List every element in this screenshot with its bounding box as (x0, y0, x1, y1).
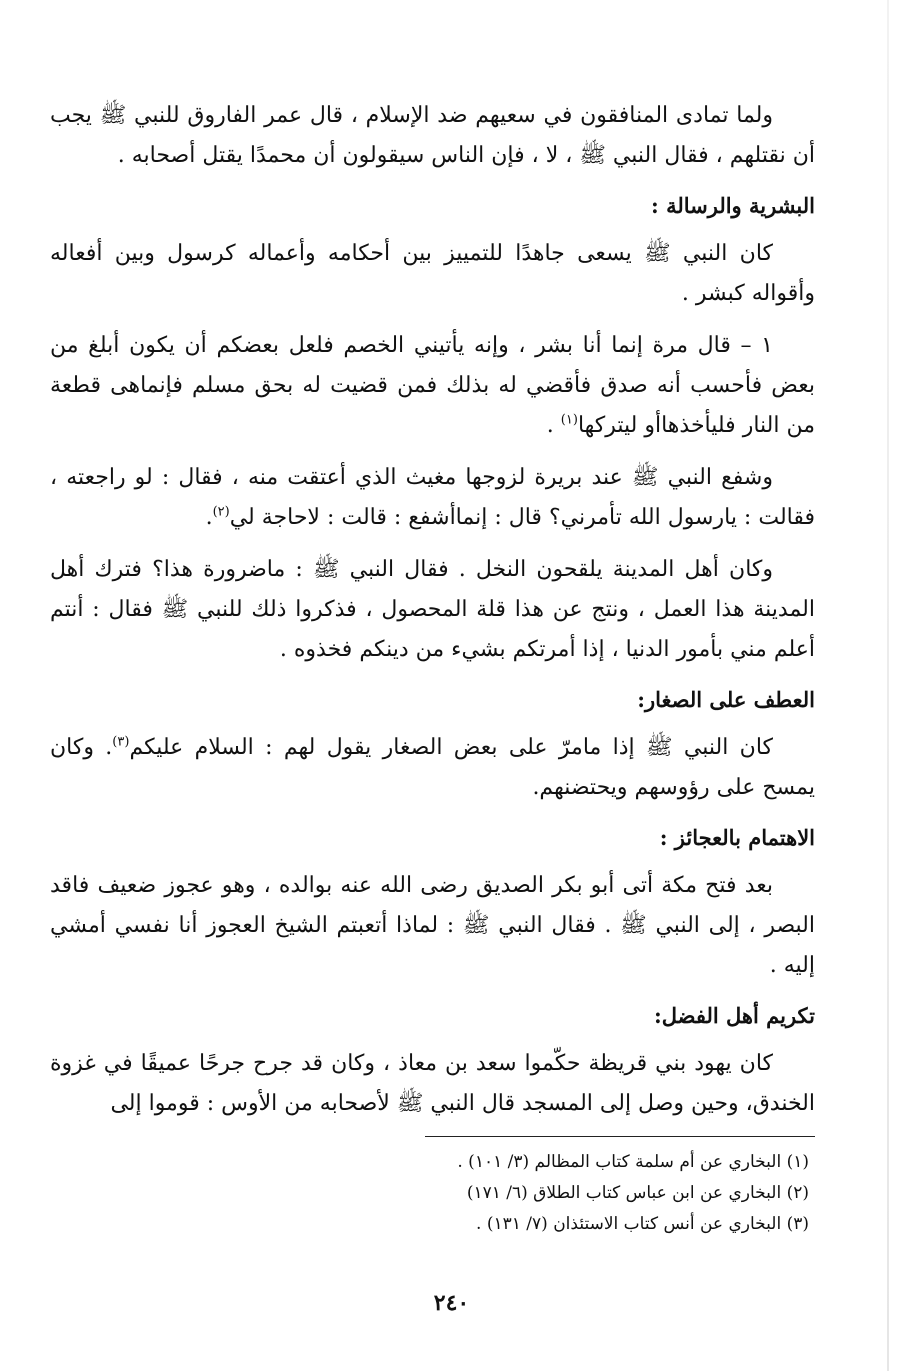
section-heading: تكريم أهل الفضل: (653, 1003, 815, 1028)
paragraph: كان يهود بني قريظة حكّموا سعد بن معاذ ، وكان قد جرح جرحًا عميقًا في غزوة الخندق، وحين وصل إلى المسجد قال النبي ﷺ لأصحابه من الأوس : قوموا إلى (50, 1051, 815, 1116)
footnote-divider (425, 1136, 815, 1137)
body-text (50, 96, 815, 1124)
paragraph: وشفع النبي ﷺ عند بريرة لزوجها مغيث الذي أعتقت منه ، فقال : لو راجعته ، فقالت : يارسول الله تأمرني؟ قال : إنماأشفع : قالت : لاحاجة لي$^{(٢)}$. (50, 465, 815, 530)
footnote: (٢) البخاري عن ابن عباس كتاب الطلاق (٦/ ١٧١) (466, 1183, 809, 1203)
paragraph: كان النبي ﷺ إذا مامرّ على بعض الصغار يقول لهم : السلام عليكم$^{(٣)}$. وكان يمسح على رؤوسهم ويحتضنهم. (50, 734, 815, 800)
footnote-marker: (٢) (212, 504, 230, 520)
page-number: ٢٤٠ (433, 1290, 470, 1316)
footnote: (١) البخاري عن أم سلمة كتاب المظالم (٣/ ١٠١) . (457, 1152, 809, 1172)
paragraph: كان النبي ﷺ يسعى جاهدًا للتمييز بين أحكامه وأعماله كرسول وبين أفعاله وأقواله كبشر . (50, 241, 815, 306)
footnote: (٣) البخاري عن أنس كتاب الاستئذان (٧/ ١٣١) . (476, 1214, 809, 1234)
paragraph: ١ – قال مرة إنما أنا بشر ، وإنه يأتيني الخصم فلعل بعضكم أن يكون أبلغ من بعض فأحسب أنه صدق فأقضي له بذلك فمن قضيت له بحق مسلم فإنماهى قطعة من النار فليأخذهاأو ليتركها$^{(١)}$ . (50, 333, 815, 438)
footnote-marker: (١) (560, 412, 578, 428)
paragraph: ولما تمادى المنافقون في سعيهم ضد الإسلام ، قال عمر الفاروق للنبي ﷺ يجب أن نقتلهم ، فقال النبي ﷺ ، لا ، فإن الناس سيقولون أن محمدًا يقتل أصحابه . (50, 103, 815, 168)
section-heading: البشرية والرسالة : (651, 193, 815, 218)
section-heading: العطف على الصغار: (637, 687, 815, 712)
page-crease (887, 0, 889, 1371)
paragraph: وكان أهل المدينة يلقحون النخل . فقال النبي ﷺ : ماضرورة هذا؟ فترك أهل المدينة هذا العمل ، ونتج عن هذا قلة المحصول ، فذكروا ذلك للنبي ﷺ فقال : أنتم أعلم مني بأمور الدنيا ، إذا أمرتكم بشيء من دينكم فخذوه . (50, 557, 815, 662)
section-heading: الاهتمام بالعجائز : (659, 825, 815, 850)
footnote-marker: (٣) (112, 734, 130, 750)
footnotes (50, 1147, 815, 1240)
paragraph: بعد فتح مكة أتى أبو بكر الصديق رضى الله عنه بوالده ، وهو عجوز ضعيف فاقد البصر ، إلى النبي ﷺ . فقال النبي ﷺ : لماذا أتعبتم الشيخ العجوز أنا نفسي أمشي إليه . (50, 873, 815, 978)
